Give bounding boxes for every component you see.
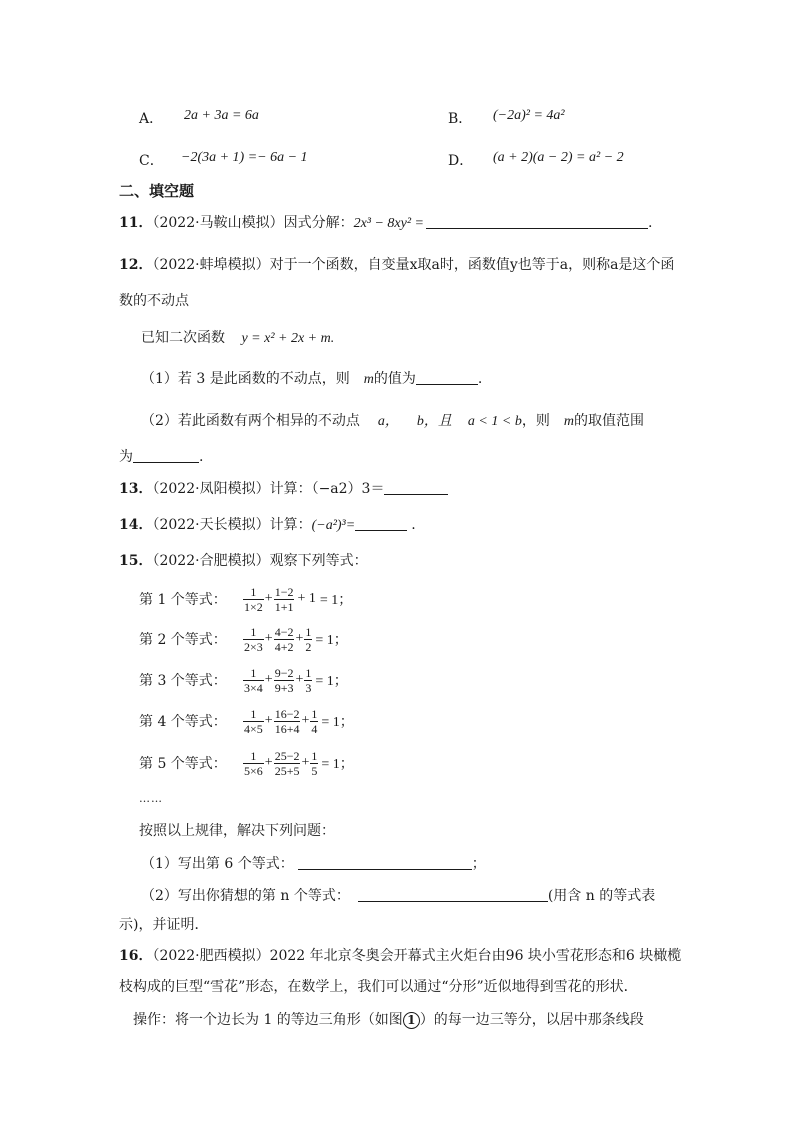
q15-instruction: 按照以上规律，解决下列问题： bbox=[139, 823, 335, 839]
question-source: （2022·凤阳模拟） bbox=[152, 481, 270, 497]
question-source: （2022·蚌埠模拟） bbox=[152, 257, 270, 273]
question-text: 因式分解： bbox=[283, 215, 354, 231]
part-text: （2）若此函数有两个相异的不动点 bbox=[141, 413, 360, 429]
option-letter: C． bbox=[139, 153, 164, 169]
fraction: $\frac{16-2}{16+4}$ bbox=[274, 706, 300, 736]
question-number: 12． bbox=[119, 257, 153, 273]
question-expr: 2x³ − 8xy² = bbox=[353, 216, 425, 231]
fraction: $\frac{9-2}{9+3}$ bbox=[274, 665, 294, 695]
question-number: 14． bbox=[119, 517, 153, 533]
question-12-part2 bbox=[141, 410, 644, 430]
answer-blank[interactable] bbox=[416, 370, 478, 385]
fraction: $\frac{1}{2}$ bbox=[305, 624, 312, 654]
fraction: $\frac{1}{5\times 6}$ bbox=[244, 748, 263, 778]
period: . bbox=[411, 517, 416, 533]
part-text: (用含 n 的等式表 bbox=[547, 888, 656, 904]
fraction: $\frac{25-2}{25+5}$ bbox=[274, 748, 300, 778]
option-expr: −2(3a + 1) =− 6a − 1 bbox=[181, 150, 308, 165]
equation-result: = 1； bbox=[319, 593, 353, 608]
question-source: （2022·合肥模拟） bbox=[152, 553, 270, 569]
figure-reference: 1 bbox=[403, 1012, 420, 1029]
question-text: ）的每一边三等分，以居中那条线段 bbox=[419, 1012, 644, 1028]
question-source: （2022·马鞍山模拟） bbox=[152, 215, 284, 231]
question-12-part2-line2: 为 . bbox=[119, 449, 204, 465]
question-source: （2022·肥西模拟） bbox=[152, 948, 270, 964]
equation-result: = 1； bbox=[315, 674, 348, 689]
inequality: a < 1 < b bbox=[467, 414, 522, 429]
question-text: 操作：将一个边长为 1 的等边三角形（如图 bbox=[133, 1012, 403, 1028]
question-text: 计算：（−a2）3＝ bbox=[269, 481, 385, 497]
question-16-line2: 枝构成的巨型“雪花”形态，在数学上，我们可以通过“分形”近似地得到雪花的形状． bbox=[119, 979, 638, 995]
answer-blank[interactable] bbox=[298, 855, 472, 870]
q15-part1 bbox=[141, 853, 486, 873]
option-c bbox=[139, 150, 308, 170]
equation-term: + 1 bbox=[297, 591, 316, 606]
option-d bbox=[448, 150, 624, 170]
equation-label: 第 4 个等式： bbox=[139, 714, 227, 730]
question-text: 观察下列等式： bbox=[269, 553, 368, 569]
question-number: 11． bbox=[119, 215, 153, 231]
fraction: $\frac{4-2}{4+2}$ bbox=[274, 624, 294, 654]
fraction: $\frac{1}{5}$ bbox=[311, 748, 318, 778]
part-text: （2）写出你猜想的第 n 个等式： bbox=[141, 888, 350, 904]
question-12-line2: 数的不动点 bbox=[119, 293, 189, 309]
given-text: 已知二次函数 bbox=[141, 330, 225, 346]
question-number: 16． bbox=[119, 948, 153, 964]
fraction: $\frac{1-2}{1+1}$ bbox=[274, 584, 294, 614]
variable: m bbox=[563, 414, 574, 429]
option-a bbox=[139, 108, 259, 128]
fraction: $\frac{1}{2\times 3}$ bbox=[244, 624, 263, 654]
part-text: 的取值范围 bbox=[573, 413, 644, 429]
variable: m bbox=[363, 372, 374, 387]
equation-label: 第 3 个等式： bbox=[139, 673, 227, 689]
part-text: （1）写出第 6 个等式： bbox=[141, 856, 294, 872]
part-text: 的值为 bbox=[373, 371, 416, 387]
question-11 bbox=[119, 212, 652, 232]
equation-row: 第 3 个等式： $\frac{1}{3\times 4}$ + $\frac{9-2}{9+3}$ + $\frac{1}{3}$ = 1； bbox=[139, 665, 348, 695]
equation-row: 第 2 个等式： $\frac{1}{2\times 3}$ + $\frac{4-2}{4+2}$ + $\frac{1}{2}$ = 1； bbox=[139, 624, 348, 654]
fraction: $\frac{1}{3\times 4}$ bbox=[244, 665, 263, 695]
q15-part2-line2: 示)，并证明． bbox=[119, 917, 209, 933]
option-letter: D． bbox=[448, 153, 474, 169]
fraction: $\frac{1}{4\times 5}$ bbox=[244, 706, 263, 736]
given-expr: y = x² + 2x + m. bbox=[241, 331, 335, 346]
equation-label: 第 5 个等式： bbox=[139, 756, 227, 772]
part-text: 为 bbox=[119, 449, 133, 465]
answer-blank[interactable] bbox=[426, 214, 648, 229]
period: . bbox=[648, 215, 653, 231]
variable: a， bbox=[377, 414, 399, 429]
part-text: ，则 bbox=[521, 413, 550, 429]
section-title: 二、填空题 bbox=[119, 182, 195, 200]
answer-blank[interactable] bbox=[133, 448, 199, 463]
option-expr: 2a + 3a = 6a bbox=[184, 108, 259, 123]
option-b bbox=[448, 108, 565, 128]
question-12-line1 bbox=[119, 254, 674, 274]
question-12-given bbox=[141, 327, 334, 347]
answer-blank[interactable] bbox=[384, 480, 448, 495]
option-letter: B． bbox=[448, 111, 473, 127]
answer-blank[interactable] bbox=[355, 516, 407, 531]
question-source: （2022·天长模拟） bbox=[152, 517, 270, 533]
equation-row: 第 5 个等式： $\frac{1}{5\times 6}$ + $\frac{25-2}{25+5}$ + $\frac{1}{5}$ = 1； bbox=[139, 748, 354, 778]
question-number: 13． bbox=[119, 481, 153, 497]
equation-row: 第 4 个等式： $\frac{1}{4\times 5}$ + $\frac{16-2}{16+4}$ + $\frac{1}{4}$ = 1； bbox=[139, 706, 354, 736]
question-14 bbox=[119, 514, 416, 534]
question-text: 对于一个函数，自变量x取a时，函数值y也等于a，则称a是这个函 bbox=[269, 257, 675, 273]
question-expr: (−a²)³= bbox=[311, 518, 356, 533]
option-expr: (−2a)² = 4a² bbox=[493, 108, 565, 123]
fraction: $\frac{1}{4}$ bbox=[311, 706, 318, 736]
question-13 bbox=[119, 478, 448, 498]
part-text: ； bbox=[471, 856, 486, 872]
ellipsis: …… bbox=[139, 792, 163, 805]
equation-row: 第 1 个等式： $\frac{1}{1\times 2}$ + $\frac{1-2}{1+1}$ + 1 = 1； bbox=[139, 584, 353, 614]
question-16-line1 bbox=[119, 945, 681, 965]
question-12-part1: （1）若 3 是此函数的不动点，则 m的值为 . bbox=[141, 371, 483, 387]
question-text: 2022 年北京冬奥会开幕式主火炬台由96 块小雪花形态和6 块橄榄 bbox=[269, 948, 682, 964]
equation-label: 第 1 个等式： bbox=[139, 592, 227, 608]
question-15 bbox=[119, 550, 368, 570]
equation-result: = 1； bbox=[321, 757, 354, 772]
part-text: （1）若 3 是此函数的不动点，则 bbox=[141, 371, 350, 387]
option-expr: (a + 2)(a − 2) = a² − 2 bbox=[493, 150, 624, 165]
fraction: $\frac{1}{3}$ bbox=[305, 665, 312, 695]
fraction: $\frac{1}{1\times 2}$ bbox=[244, 584, 263, 614]
answer-blank[interactable] bbox=[358, 887, 548, 902]
question-16-line3 bbox=[133, 1009, 644, 1029]
equation-result: = 1； bbox=[321, 715, 354, 730]
question-text: 计算： bbox=[269, 517, 312, 533]
variable: b，且 bbox=[416, 414, 452, 429]
q15-part2 bbox=[141, 885, 655, 905]
question-number: 15． bbox=[119, 553, 153, 569]
equation-label: 第 2 个等式： bbox=[139, 632, 227, 648]
equation-result: = 1； bbox=[315, 633, 348, 648]
option-letter: A． bbox=[139, 111, 164, 127]
